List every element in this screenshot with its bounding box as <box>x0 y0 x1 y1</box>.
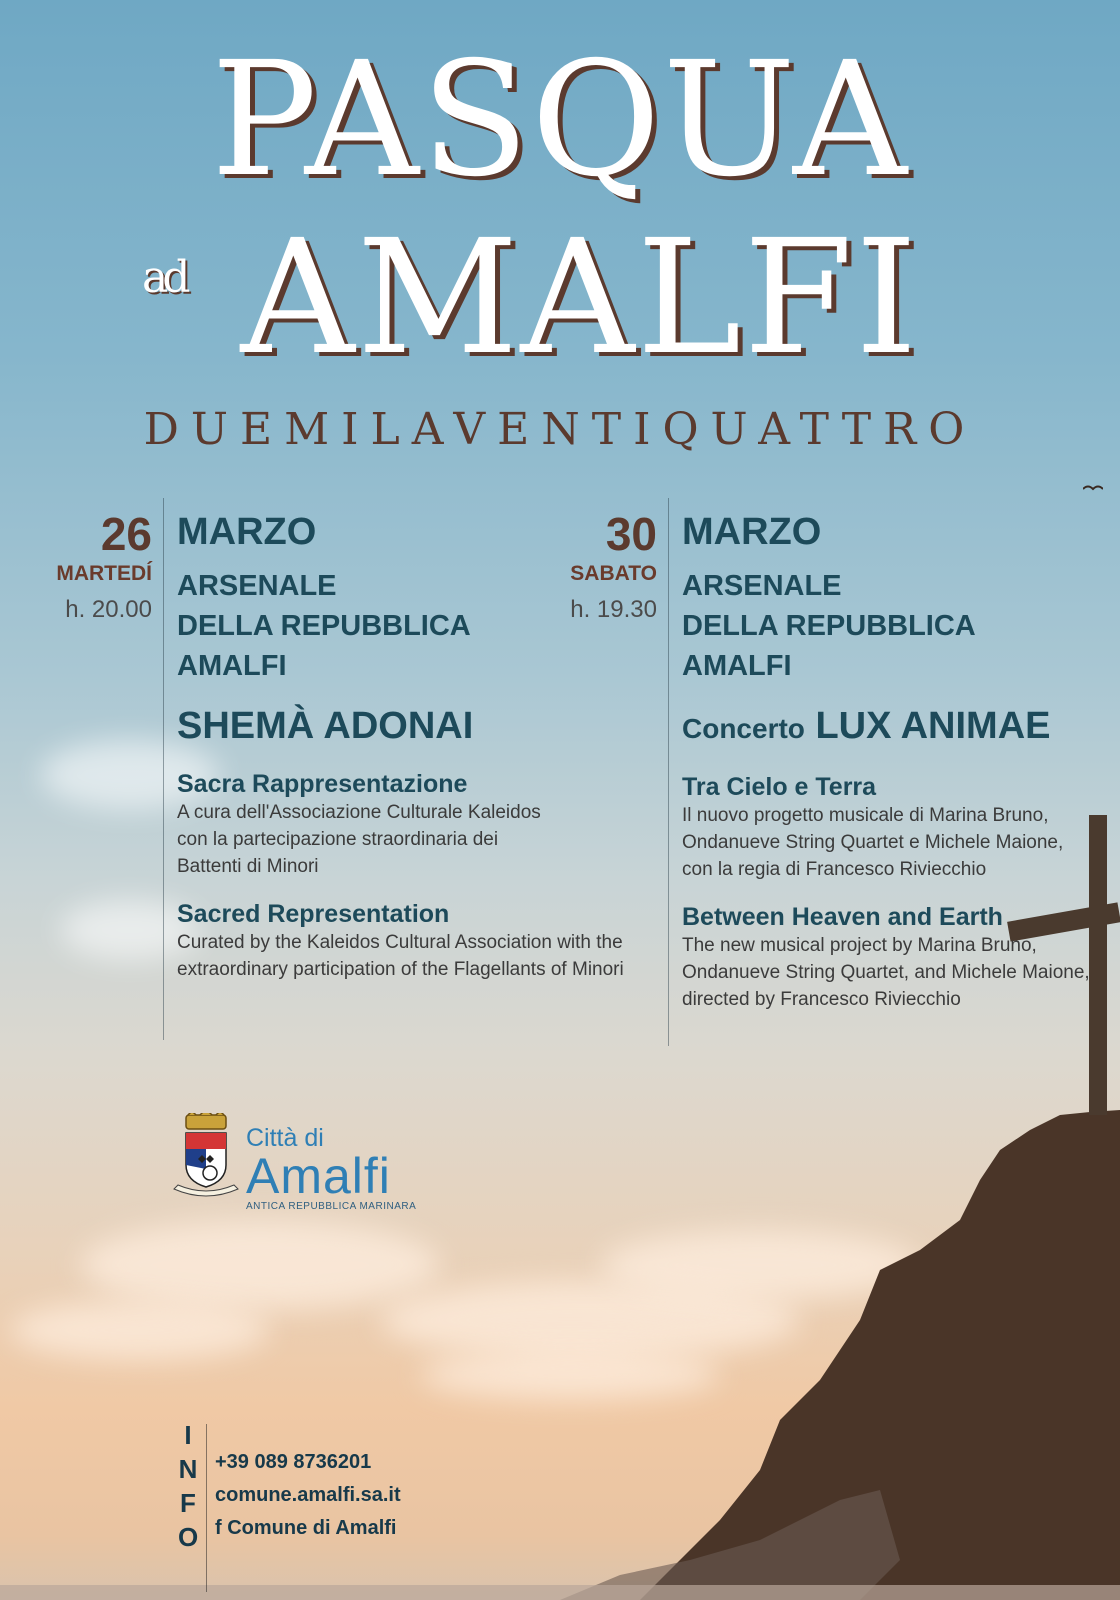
weekday: MARTEDÍ <box>56 562 152 585</box>
info-letter: O <box>178 1522 199 1552</box>
english-subtitle: Between Heaven and Earth <box>682 903 1003 931</box>
event-details <box>682 508 1102 1013</box>
english-description <box>177 929 624 983</box>
title-line2: AMALFI <box>240 206 920 390</box>
description-line: extraordinary participation of the Flagellants of Minori <box>177 959 624 980</box>
description-line: directed by Francesco Riviecchio <box>682 989 961 1010</box>
info-divider <box>206 1424 207 1592</box>
weekday: SABATO <box>570 562 657 585</box>
show-title-block <box>682 704 1102 751</box>
date-column <box>50 508 152 624</box>
city-logo-text <box>246 1124 416 1212</box>
venue-line: ARSENALE <box>682 570 842 602</box>
venue-line: AMALFI <box>177 650 287 682</box>
show-title: SHEMÀ ADONAI <box>177 705 474 747</box>
divider <box>163 498 164 1040</box>
description-line: A cura dell'Associazione Culturale Kaleidos <box>177 802 541 823</box>
logo-citta-di: Città di <box>246 1124 324 1152</box>
description-line: con la regia di Francesco Riviecchio <box>682 859 987 880</box>
venue-line: ARSENALE <box>177 570 337 602</box>
divider <box>668 498 669 1046</box>
info-letter: N <box>178 1454 198 1484</box>
title-line1: PASQUA <box>210 28 910 212</box>
subtitle: DUEMILAVENTIQUATTRO <box>143 404 977 455</box>
event-time: h. 20.00 <box>65 596 152 623</box>
description-line: Battenti di Minori <box>177 856 319 877</box>
month: MARZO <box>177 511 317 553</box>
info-contacts <box>215 1446 401 1545</box>
show-prefix: Concerto <box>682 713 805 744</box>
description-line: con la partecipazione straordinaria dei <box>177 829 499 850</box>
day-number: 26 <box>100 508 152 560</box>
logo-tagline: ANTICA REPUBBLICA MARINARA <box>246 1201 417 1212</box>
event-time: h. 19.30 <box>570 596 657 623</box>
show-title: LUX ANIMAE <box>815 705 1051 747</box>
day-number: 30 <box>605 508 657 560</box>
info-label <box>178 1418 198 1554</box>
venue-line: DELLA REPUBBLICA <box>177 610 471 642</box>
description-line: Il nuovo progetto musicale di Marina Bruno, <box>682 805 1049 826</box>
info-letter: I <box>184 1420 192 1450</box>
month: MARZO <box>682 511 822 553</box>
info-website[interactable]: comune.amalfi.sa.it <box>215 1484 401 1506</box>
title-connector: ad <box>142 252 185 303</box>
venue-line: DELLA REPUBBLICA <box>682 610 976 642</box>
english-subtitle: Sacred Representation <box>177 900 450 928</box>
description-line: Ondanueve String Quartet e Michele Maione, <box>682 832 1064 853</box>
italian-subtitle: Tra Cielo e Terra <box>682 773 877 801</box>
italian-subtitle: Sacra Rappresentazione <box>177 770 468 798</box>
description-line: Curated by the Kaleidos Cultural Association with the <box>177 932 623 953</box>
date-column <box>555 508 657 624</box>
info-facebook[interactable]: f Comune di Amalfi <box>215 1517 397 1539</box>
english-description <box>682 932 1102 1013</box>
bird-icon <box>1083 484 1103 494</box>
venue <box>177 566 597 686</box>
venue <box>682 566 1102 686</box>
description-line: Ondanueve String Quartet, and Michele Maione, <box>682 962 1090 983</box>
venue-line: AMALFI <box>682 650 792 682</box>
info-letter: F <box>180 1488 196 1518</box>
info-phone[interactable]: +39 089 8736201 <box>215 1451 372 1473</box>
city-crest-icon <box>170 1113 242 1203</box>
italian-description <box>177 799 597 880</box>
description-line: The new musical project by Marina Bruno, <box>682 935 1037 956</box>
logo-amalfi: Amalfi <box>246 1148 391 1204</box>
italian-description <box>682 802 1102 883</box>
